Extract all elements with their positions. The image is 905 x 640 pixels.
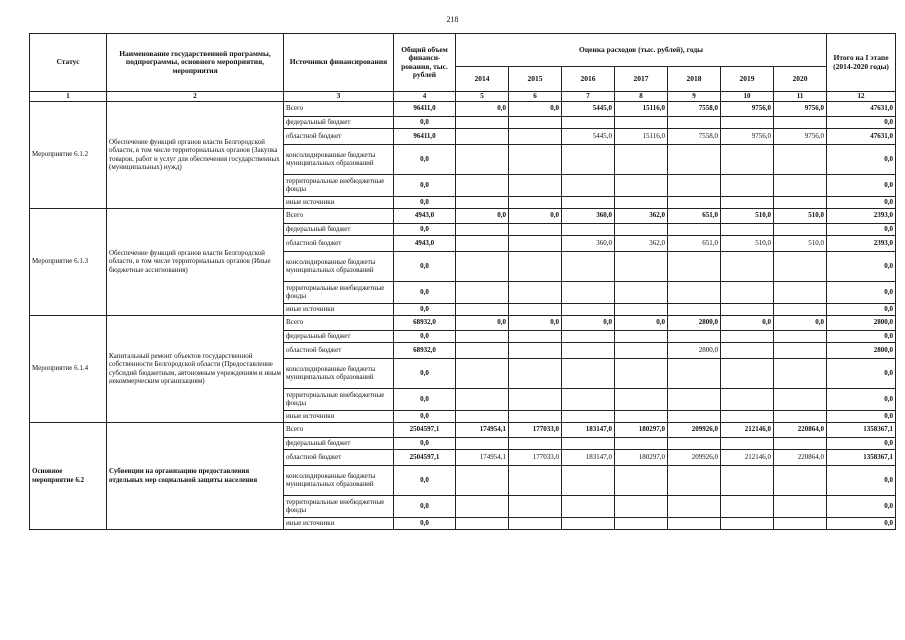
year-value-cell [509, 116, 562, 128]
year-header: 2019 [721, 67, 774, 92]
year-value-cell [615, 330, 668, 342]
year-value-cell [615, 517, 668, 529]
year-value-cell [615, 342, 668, 358]
year-value-cell: 0,0 [509, 101, 562, 116]
column-number: 11 [774, 92, 827, 102]
year-value-cell [562, 144, 615, 174]
total-volume-cell: 0,0 [394, 144, 456, 174]
stage-total-cell: 47631,0 [827, 128, 896, 144]
total-volume-cell: 0,0 [394, 437, 456, 449]
column-number: 12 [827, 92, 896, 102]
year-value-cell [562, 342, 615, 358]
year-value-cell [668, 437, 721, 449]
year-value-cell: 174954,1 [456, 422, 509, 437]
year-value-cell [615, 251, 668, 281]
stage-total-cell: 0,0 [827, 223, 896, 235]
year-value-cell [562, 303, 615, 315]
row-status: Мероприятие 6.1.3 [30, 208, 107, 315]
year-value-cell [509, 303, 562, 315]
funding-source: иные источники [284, 517, 394, 529]
year-value-cell [562, 517, 615, 529]
year-value-cell [668, 116, 721, 128]
column-number: 7 [562, 92, 615, 102]
year-value-cell [774, 517, 827, 529]
year-value-cell: 15116,0 [615, 128, 668, 144]
year-value-cell [668, 388, 721, 410]
year-value-cell [456, 330, 509, 342]
column-number: 8 [615, 92, 668, 102]
year-header: 2020 [774, 67, 827, 92]
year-value-cell [721, 281, 774, 303]
table-row [30, 208, 896, 223]
column-number: 5 [456, 92, 509, 102]
year-value-cell [774, 342, 827, 358]
year-value-cell [721, 465, 774, 495]
total-volume-cell: 0,0 [394, 174, 456, 196]
year-value-cell [562, 116, 615, 128]
year-value-cell: 209926,0 [668, 422, 721, 437]
row-title: Капитальный ремонт объектов государственной собственности Белгородской области (Предоставление субсидий бюджетным, автономным учреждениям и иным некоммерческим организациям) [107, 315, 284, 422]
row-title: Обеспечение функций органов власти Белгородской области, в том числе территориальных органов (Иные бюджетные ассигнования) [107, 208, 284, 315]
year-value-cell [668, 144, 721, 174]
year-value-cell [509, 358, 562, 388]
year-value-cell: 177033,0 [509, 449, 562, 465]
row-title: Субвенции на организацию предоставления отдельных мер социальной защиты населения [107, 422, 284, 529]
year-value-cell [615, 358, 668, 388]
column-number: 3 [284, 92, 394, 102]
year-value-cell [562, 281, 615, 303]
year-value-cell: 180297,0 [615, 422, 668, 437]
year-value-cell [721, 116, 774, 128]
year-value-cell [456, 144, 509, 174]
year-value-cell [721, 196, 774, 208]
funding-source: Всего [284, 101, 394, 116]
year-value-cell [668, 303, 721, 315]
header-total-volume: Общий объем финанси-рования, тыс. рублей [394, 34, 456, 92]
year-value-cell [668, 196, 721, 208]
year-value-cell [774, 388, 827, 410]
year-value-cell [721, 144, 774, 174]
year-value-cell [774, 116, 827, 128]
year-value-cell: 220864,0 [774, 449, 827, 465]
stage-total-cell: 1358367,1 [827, 449, 896, 465]
year-value-cell [456, 465, 509, 495]
column-number: 4 [394, 92, 456, 102]
year-value-cell: 510,0 [774, 208, 827, 223]
year-value-cell [562, 251, 615, 281]
year-value-cell [456, 358, 509, 388]
year-value-cell [721, 342, 774, 358]
year-value-cell [509, 410, 562, 422]
stage-total-cell: 0,0 [827, 495, 896, 517]
year-value-cell: 7558,0 [668, 101, 721, 116]
total-volume-cell: 2504597,1 [394, 449, 456, 465]
year-value-cell [456, 174, 509, 196]
year-value-cell: 212146,0 [721, 449, 774, 465]
stage-total-cell: 0,0 [827, 330, 896, 342]
funding-source: федеральный бюджет [284, 116, 394, 128]
year-value-cell: 360,0 [562, 235, 615, 251]
row-status: Мероприятие 6.1.4 [30, 315, 107, 422]
year-value-cell [509, 174, 562, 196]
year-value-cell [668, 517, 721, 529]
year-value-cell [615, 196, 668, 208]
year-value-cell [774, 437, 827, 449]
funding-source: территориальные внебюджетные фонды [284, 388, 394, 410]
year-value-cell [721, 223, 774, 235]
page-number: 218 [446, 15, 459, 24]
year-header: 2015 [509, 67, 562, 92]
funding-source: территориальные внебюджетные фонды [284, 174, 394, 196]
stage-total-cell: 0,0 [827, 196, 896, 208]
funding-source: федеральный бюджет [284, 223, 394, 235]
total-volume-cell: 0,0 [394, 196, 456, 208]
year-value-cell: 9756,0 [721, 128, 774, 144]
total-volume-cell: 0,0 [394, 410, 456, 422]
year-value-cell: 209926,0 [668, 449, 721, 465]
column-number: 1 [30, 92, 107, 102]
stage-total-cell: 0,0 [827, 251, 896, 281]
total-volume-cell: 0,0 [394, 223, 456, 235]
stage-total-cell: 0,0 [827, 116, 896, 128]
year-value-cell: 15116,0 [615, 101, 668, 116]
year-value-cell [668, 251, 721, 281]
year-value-cell: 0,0 [615, 315, 668, 330]
year-value-cell [721, 251, 774, 281]
funding-source: федеральный бюджет [284, 437, 394, 449]
year-value-cell [509, 128, 562, 144]
stage-total-cell: 0,0 [827, 303, 896, 315]
header-name: Наименование государственной программы, подпрограммы, основного мероприятия, мероприятия [107, 34, 284, 92]
year-value-cell [456, 235, 509, 251]
row-status: Мероприятие 6.1.2 [30, 101, 107, 208]
funding-source: иные источники [284, 410, 394, 422]
funding-source: иные источники [284, 196, 394, 208]
year-value-cell [456, 342, 509, 358]
year-value-cell [562, 465, 615, 495]
year-value-cell [509, 465, 562, 495]
funding-source: Всего [284, 208, 394, 223]
year-value-cell [615, 174, 668, 196]
year-value-cell [456, 410, 509, 422]
year-value-cell [615, 223, 668, 235]
funding-source: консолидированные бюджеты муниципальных образований [284, 465, 394, 495]
stage-total-cell: 0,0 [827, 281, 896, 303]
year-value-cell [456, 116, 509, 128]
header-estimate: Оценка расходов (тыс. рублей), годы [456, 34, 827, 67]
year-value-cell: 5445,0 [562, 101, 615, 116]
year-value-cell [615, 388, 668, 410]
year-value-cell [562, 495, 615, 517]
year-value-cell [509, 196, 562, 208]
total-volume-cell: 0,0 [394, 281, 456, 303]
year-value-cell [562, 196, 615, 208]
year-value-cell [774, 196, 827, 208]
row-title: Обеспечение функций органов власти Белгородской области, в том числе территориальных органов (Закупка товаров, работ и услуг для обеспечения государственных (муниципальных) нужд) [107, 101, 284, 208]
year-value-cell [721, 517, 774, 529]
year-value-cell: 0,0 [456, 101, 509, 116]
year-value-cell [615, 437, 668, 449]
funding-source: областной бюджет [284, 235, 394, 251]
year-value-cell [774, 330, 827, 342]
year-value-cell [562, 437, 615, 449]
stage-total-cell: 0,0 [827, 174, 896, 196]
header-status: Статус [30, 34, 107, 92]
year-header: 2014 [456, 67, 509, 92]
stage-total-cell: 2393,0 [827, 235, 896, 251]
year-value-cell [668, 495, 721, 517]
year-value-cell [509, 495, 562, 517]
year-value-cell [509, 144, 562, 174]
year-value-cell [721, 410, 774, 422]
year-value-cell [509, 235, 562, 251]
year-value-cell: 183147,0 [562, 449, 615, 465]
year-value-cell [562, 358, 615, 388]
year-value-cell [774, 495, 827, 517]
year-value-cell [615, 281, 668, 303]
year-value-cell [456, 196, 509, 208]
year-value-cell: 5445,0 [562, 128, 615, 144]
year-value-cell: 9756,0 [721, 101, 774, 116]
row-status: Основное мероприятие 6.2 [30, 422, 107, 529]
year-value-cell: 0,0 [456, 208, 509, 223]
year-value-cell: 212146,0 [721, 422, 774, 437]
year-value-cell [562, 330, 615, 342]
column-number: 6 [509, 92, 562, 102]
year-value-cell [668, 330, 721, 342]
total-volume-cell: 0,0 [394, 517, 456, 529]
budget-table [29, 33, 896, 530]
year-value-cell [456, 437, 509, 449]
stage-total-cell: 0,0 [827, 358, 896, 388]
year-value-cell [615, 465, 668, 495]
year-value-cell [615, 410, 668, 422]
total-volume-cell: 0,0 [394, 358, 456, 388]
year-value-cell [721, 495, 774, 517]
year-header: 2016 [562, 67, 615, 92]
year-header: 2018 [668, 67, 721, 92]
stage-total-cell: 2800,0 [827, 342, 896, 358]
year-value-cell [615, 303, 668, 315]
total-volume-cell: 68932,0 [394, 342, 456, 358]
total-volume-cell: 96411,0 [394, 128, 456, 144]
stage-total-cell: 0,0 [827, 437, 896, 449]
year-value-cell [721, 174, 774, 196]
year-value-cell [721, 330, 774, 342]
year-value-cell [668, 410, 721, 422]
year-value-cell: 183147,0 [562, 422, 615, 437]
total-volume-cell: 0,0 [394, 465, 456, 495]
year-value-cell [509, 517, 562, 529]
year-value-cell [456, 251, 509, 281]
year-value-cell [456, 495, 509, 517]
year-value-cell: 0,0 [456, 315, 509, 330]
year-value-cell [509, 251, 562, 281]
year-header: 2017 [615, 67, 668, 92]
year-value-cell [774, 303, 827, 315]
funding-source: консолидированные бюджеты муниципальных образований [284, 144, 394, 174]
year-value-cell: 0,0 [774, 315, 827, 330]
year-value-cell [721, 388, 774, 410]
funding-source: областной бюджет [284, 128, 394, 144]
year-value-cell [615, 495, 668, 517]
year-value-cell: 174954,1 [456, 449, 509, 465]
total-volume-cell: 2504597,1 [394, 422, 456, 437]
year-value-cell [562, 174, 615, 196]
year-value-cell [721, 437, 774, 449]
year-value-cell [774, 223, 827, 235]
stage-total-cell: 0,0 [827, 517, 896, 529]
header-stage-total: Итого на I этапе (2014-2020 годы) [827, 34, 896, 92]
total-volume-cell: 0,0 [394, 251, 456, 281]
year-value-cell [509, 437, 562, 449]
stage-total-cell: 2393,0 [827, 208, 896, 223]
stage-total-cell: 0,0 [827, 410, 896, 422]
total-volume-cell: 0,0 [394, 388, 456, 410]
year-value-cell: 510,0 [721, 208, 774, 223]
table-row [30, 101, 896, 116]
year-value-cell [509, 388, 562, 410]
stage-total-cell: 0,0 [827, 465, 896, 495]
table-row [30, 315, 896, 330]
year-value-cell: 220864,0 [774, 422, 827, 437]
year-value-cell: 362,0 [615, 235, 668, 251]
year-value-cell [456, 388, 509, 410]
year-value-cell [615, 144, 668, 174]
year-value-cell [562, 223, 615, 235]
funding-source: иные источники [284, 303, 394, 315]
funding-source: территориальные внебюджетные фонды [284, 281, 394, 303]
stage-total-cell: 1358367,1 [827, 422, 896, 437]
year-value-cell: 651,0 [668, 208, 721, 223]
year-value-cell [668, 465, 721, 495]
total-volume-cell: 0,0 [394, 495, 456, 517]
year-value-cell [456, 128, 509, 144]
year-value-cell: 362,0 [615, 208, 668, 223]
funding-source: консолидированные бюджеты муниципальных образований [284, 251, 394, 281]
total-volume-cell: 4943,0 [394, 208, 456, 223]
stage-total-cell: 0,0 [827, 144, 896, 174]
year-value-cell [509, 281, 562, 303]
year-value-cell [668, 281, 721, 303]
total-volume-cell: 68932,0 [394, 315, 456, 330]
year-value-cell: 2800,0 [668, 315, 721, 330]
header-row-top [30, 34, 896, 67]
funding-source: федеральный бюджет [284, 330, 394, 342]
total-volume-cell: 0,0 [394, 116, 456, 128]
year-value-cell: 2800,0 [668, 342, 721, 358]
table-body [30, 101, 896, 529]
year-value-cell [774, 281, 827, 303]
year-value-cell [774, 144, 827, 174]
funding-source: территориальные внебюджетные фонды [284, 495, 394, 517]
year-value-cell [456, 281, 509, 303]
funding-source: консолидированные бюджеты муниципальных образований [284, 358, 394, 388]
column-number-row [30, 92, 896, 102]
year-value-cell: 360,0 [562, 208, 615, 223]
year-value-cell: 651,0 [668, 235, 721, 251]
total-volume-cell: 0,0 [394, 303, 456, 315]
year-value-cell [456, 303, 509, 315]
year-value-cell: 0,0 [562, 315, 615, 330]
header-sources: Источники финансирования [284, 34, 394, 92]
year-value-cell: 0,0 [509, 208, 562, 223]
year-value-cell: 0,0 [509, 315, 562, 330]
year-value-cell [668, 174, 721, 196]
year-value-cell: 9756,0 [774, 101, 827, 116]
year-value-cell [562, 388, 615, 410]
year-value-cell [774, 251, 827, 281]
stage-total-cell: 0,0 [827, 388, 896, 410]
year-value-cell: 0,0 [721, 315, 774, 330]
year-value-cell [615, 116, 668, 128]
year-value-cell [721, 303, 774, 315]
year-value-cell: 177033,0 [509, 422, 562, 437]
year-value-cell [774, 465, 827, 495]
table-row [30, 422, 896, 437]
year-value-cell [668, 223, 721, 235]
total-volume-cell: 0,0 [394, 330, 456, 342]
column-number: 2 [107, 92, 284, 102]
year-value-cell [774, 174, 827, 196]
year-value-cell [668, 358, 721, 388]
year-value-cell [456, 517, 509, 529]
year-value-cell [509, 223, 562, 235]
stage-total-cell: 2800,0 [827, 315, 896, 330]
year-value-cell: 180297,0 [615, 449, 668, 465]
year-value-cell: 9756,0 [774, 128, 827, 144]
year-value-cell [774, 358, 827, 388]
total-volume-cell: 4943,0 [394, 235, 456, 251]
year-value-cell [509, 342, 562, 358]
year-value-cell [562, 410, 615, 422]
year-value-cell: 510,0 [774, 235, 827, 251]
year-value-cell: 7558,0 [668, 128, 721, 144]
total-volume-cell: 96411,0 [394, 101, 456, 116]
year-value-cell [721, 358, 774, 388]
year-value-cell [456, 223, 509, 235]
column-number: 10 [721, 92, 774, 102]
column-number: 9 [668, 92, 721, 102]
funding-source: Всего [284, 315, 394, 330]
stage-total-cell: 47631,0 [827, 101, 896, 116]
funding-source: областной бюджет [284, 449, 394, 465]
funding-source: областной бюджет [284, 342, 394, 358]
year-value-cell [509, 330, 562, 342]
year-value-cell: 510,0 [721, 235, 774, 251]
year-value-cell [774, 410, 827, 422]
funding-source: Всего [284, 422, 394, 437]
